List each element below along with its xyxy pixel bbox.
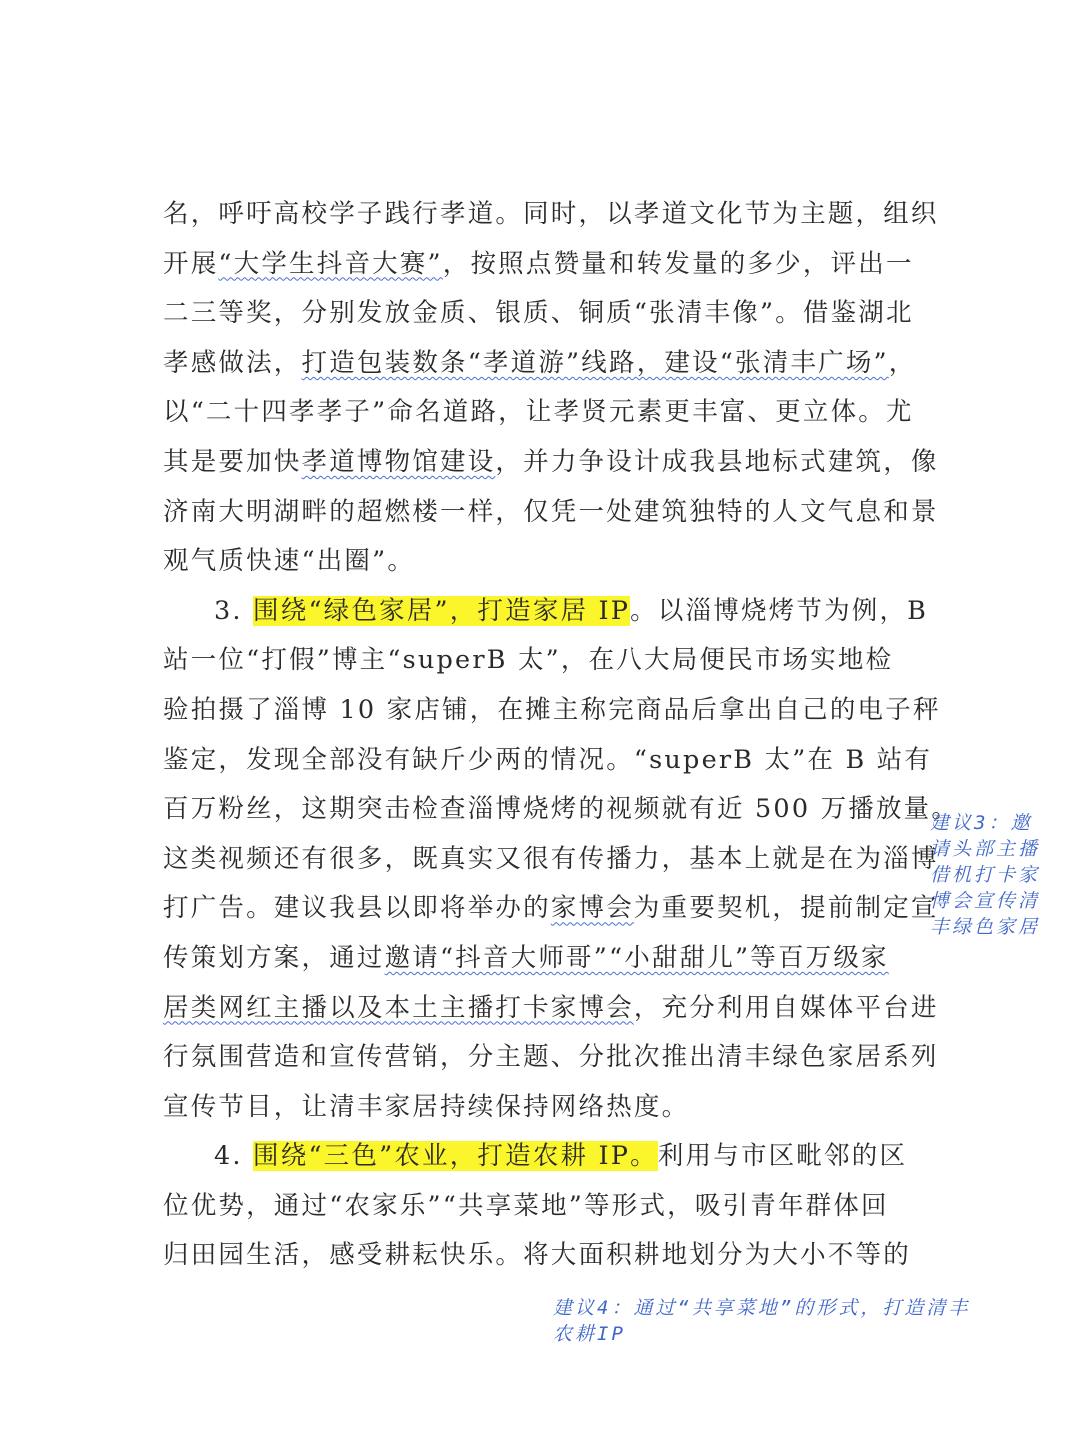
note-line: 建议3：邀 — [930, 812, 1033, 834]
text-line — [163, 438, 939, 488]
text-line — [163, 686, 941, 736]
line-text: 行氛围营造和宣传营销，分主题、分批次推出清丰绿色家居系列 — [163, 1042, 939, 1073]
text-line — [163, 190, 939, 240]
line-text: 济南大明湖畔的超燃楼一样，仅凭一处建筑独特的人文气息和景 — [163, 496, 939, 527]
text-line — [163, 339, 923, 389]
line-text: 。以淄博烧烤节为例，B — [630, 595, 929, 626]
squiggle-annotated-text: 打造包装数条“孝道游”线路，建设“张清丰广场” — [301, 347, 889, 378]
text-line — [163, 537, 923, 587]
line-text: 以“二十四孝孝子”命名道路，让孝贤元素更丰富、更立体。尤 — [163, 397, 914, 428]
line-text: ，并力争设计成我县地标式建筑，像 — [495, 446, 939, 477]
text-line — [163, 884, 939, 934]
line-text: ， — [888, 347, 917, 378]
text-line — [163, 1182, 923, 1232]
squiggle-annotated-text: 邀请“抖音大师哥”“小甜甜儿”等百万级家 — [384, 942, 889, 973]
text-line — [163, 240, 923, 290]
text-line — [163, 984, 939, 1034]
highlighted-heading: 围绕“三色”农业，打造农耕 IP。 — [253, 1141, 658, 1172]
line-text: 为重要契机，提前制定宣 — [633, 893, 939, 924]
text-line — [163, 785, 960, 835]
line-text: 观气质快速“出圈”。 — [163, 546, 416, 577]
line-text: ，按照点赞量和转发量的多少，评出一 — [442, 248, 914, 279]
section-heading-line — [163, 587, 929, 637]
note-line: 请头部主播 — [930, 838, 1041, 860]
section-number: 4. — [214, 1141, 254, 1172]
document-body — [163, 190, 960, 1281]
text-line — [163, 1083, 923, 1133]
text-line — [163, 835, 939, 885]
note-line: 建议4：通过“共享菜地”的形式，打造清丰 — [553, 1297, 971, 1319]
handwritten-note-suggestion-3 — [930, 810, 1060, 940]
line-text: 传策划方案，通过 — [163, 942, 385, 973]
line-text: 站一位“打假”博主“superB 太”，在八大局便民市场实地检 — [163, 645, 894, 676]
line-text: 二三等奖，分别发放金质、银质、铜质“张清丰像”。借鉴湖北 — [163, 298, 914, 329]
line-text: 鉴定，发现全部没有缺斤少两的情况。“superB 太”在 B 站有 — [163, 744, 933, 775]
line-text: 孝感做法， — [163, 347, 302, 378]
squiggle-annotated-text: “大学生抖音大赛” — [218, 248, 443, 279]
text-line — [163, 736, 933, 786]
squiggle-annotated-text: 家博会 — [550, 893, 634, 924]
line-text: ，充分利用自媒体平台进 — [633, 992, 939, 1023]
text-line — [163, 934, 923, 984]
line-text: 名，呼吁高校学子践行孝道。同时，以孝道文化节为主题，组织 — [163, 199, 939, 229]
section-number: 3. — [214, 595, 254, 626]
line-text: 这类视频还有很多，既真实又很有传播力，基本上就是在为淄博 — [163, 843, 939, 874]
line-text: 验拍摄了淄博 10 家店铺，在摊主称完商品后拿出自己的电子秤 — [163, 694, 941, 725]
line-text: 开展 — [163, 248, 219, 279]
note-line: 农耕IP — [553, 1323, 626, 1345]
text-line — [163, 488, 939, 538]
squiggle-annotated-text: 孝道博物馆建设 — [301, 446, 496, 477]
note-line: 丰绿色家居 — [930, 916, 1041, 938]
line-text: 位优势，通过“农家乐”“共享菜地”等形式，吸引青年群体回 — [163, 1190, 889, 1221]
text-line — [163, 636, 923, 686]
line-text: 百万粉丝，这期突击检查淄博烧烤的视频就有近 500 万播放量。 — [163, 794, 960, 825]
note-line: 借机打卡家 — [930, 864, 1041, 886]
line-text: 利用与市区毗邻的区 — [657, 1141, 908, 1172]
text-line — [163, 1231, 923, 1281]
line-text: 宣传节目，让清丰家居持续保持网络热度。 — [163, 1091, 690, 1122]
line-text: 打广告。建议我县以即将举办的 — [163, 893, 551, 924]
line-text: 其是要加快 — [163, 446, 302, 477]
highlighted-heading: 围绕“绿色家居”，打造家居 IP — [253, 595, 631, 626]
text-line — [163, 289, 923, 339]
section-heading-line — [163, 1132, 923, 1182]
line-text: 归田园生活，感受耕耘快乐。将大面积耕地划分为大小不等的 — [163, 1240, 911, 1271]
note-line: 博会宣传清 — [930, 890, 1041, 912]
handwritten-note-suggestion-4 — [553, 1295, 1053, 1347]
squiggle-annotated-text: 居类网红主播以及本土主播打卡家博会 — [163, 992, 634, 1023]
text-line — [163, 1033, 939, 1083]
text-line — [163, 388, 923, 438]
